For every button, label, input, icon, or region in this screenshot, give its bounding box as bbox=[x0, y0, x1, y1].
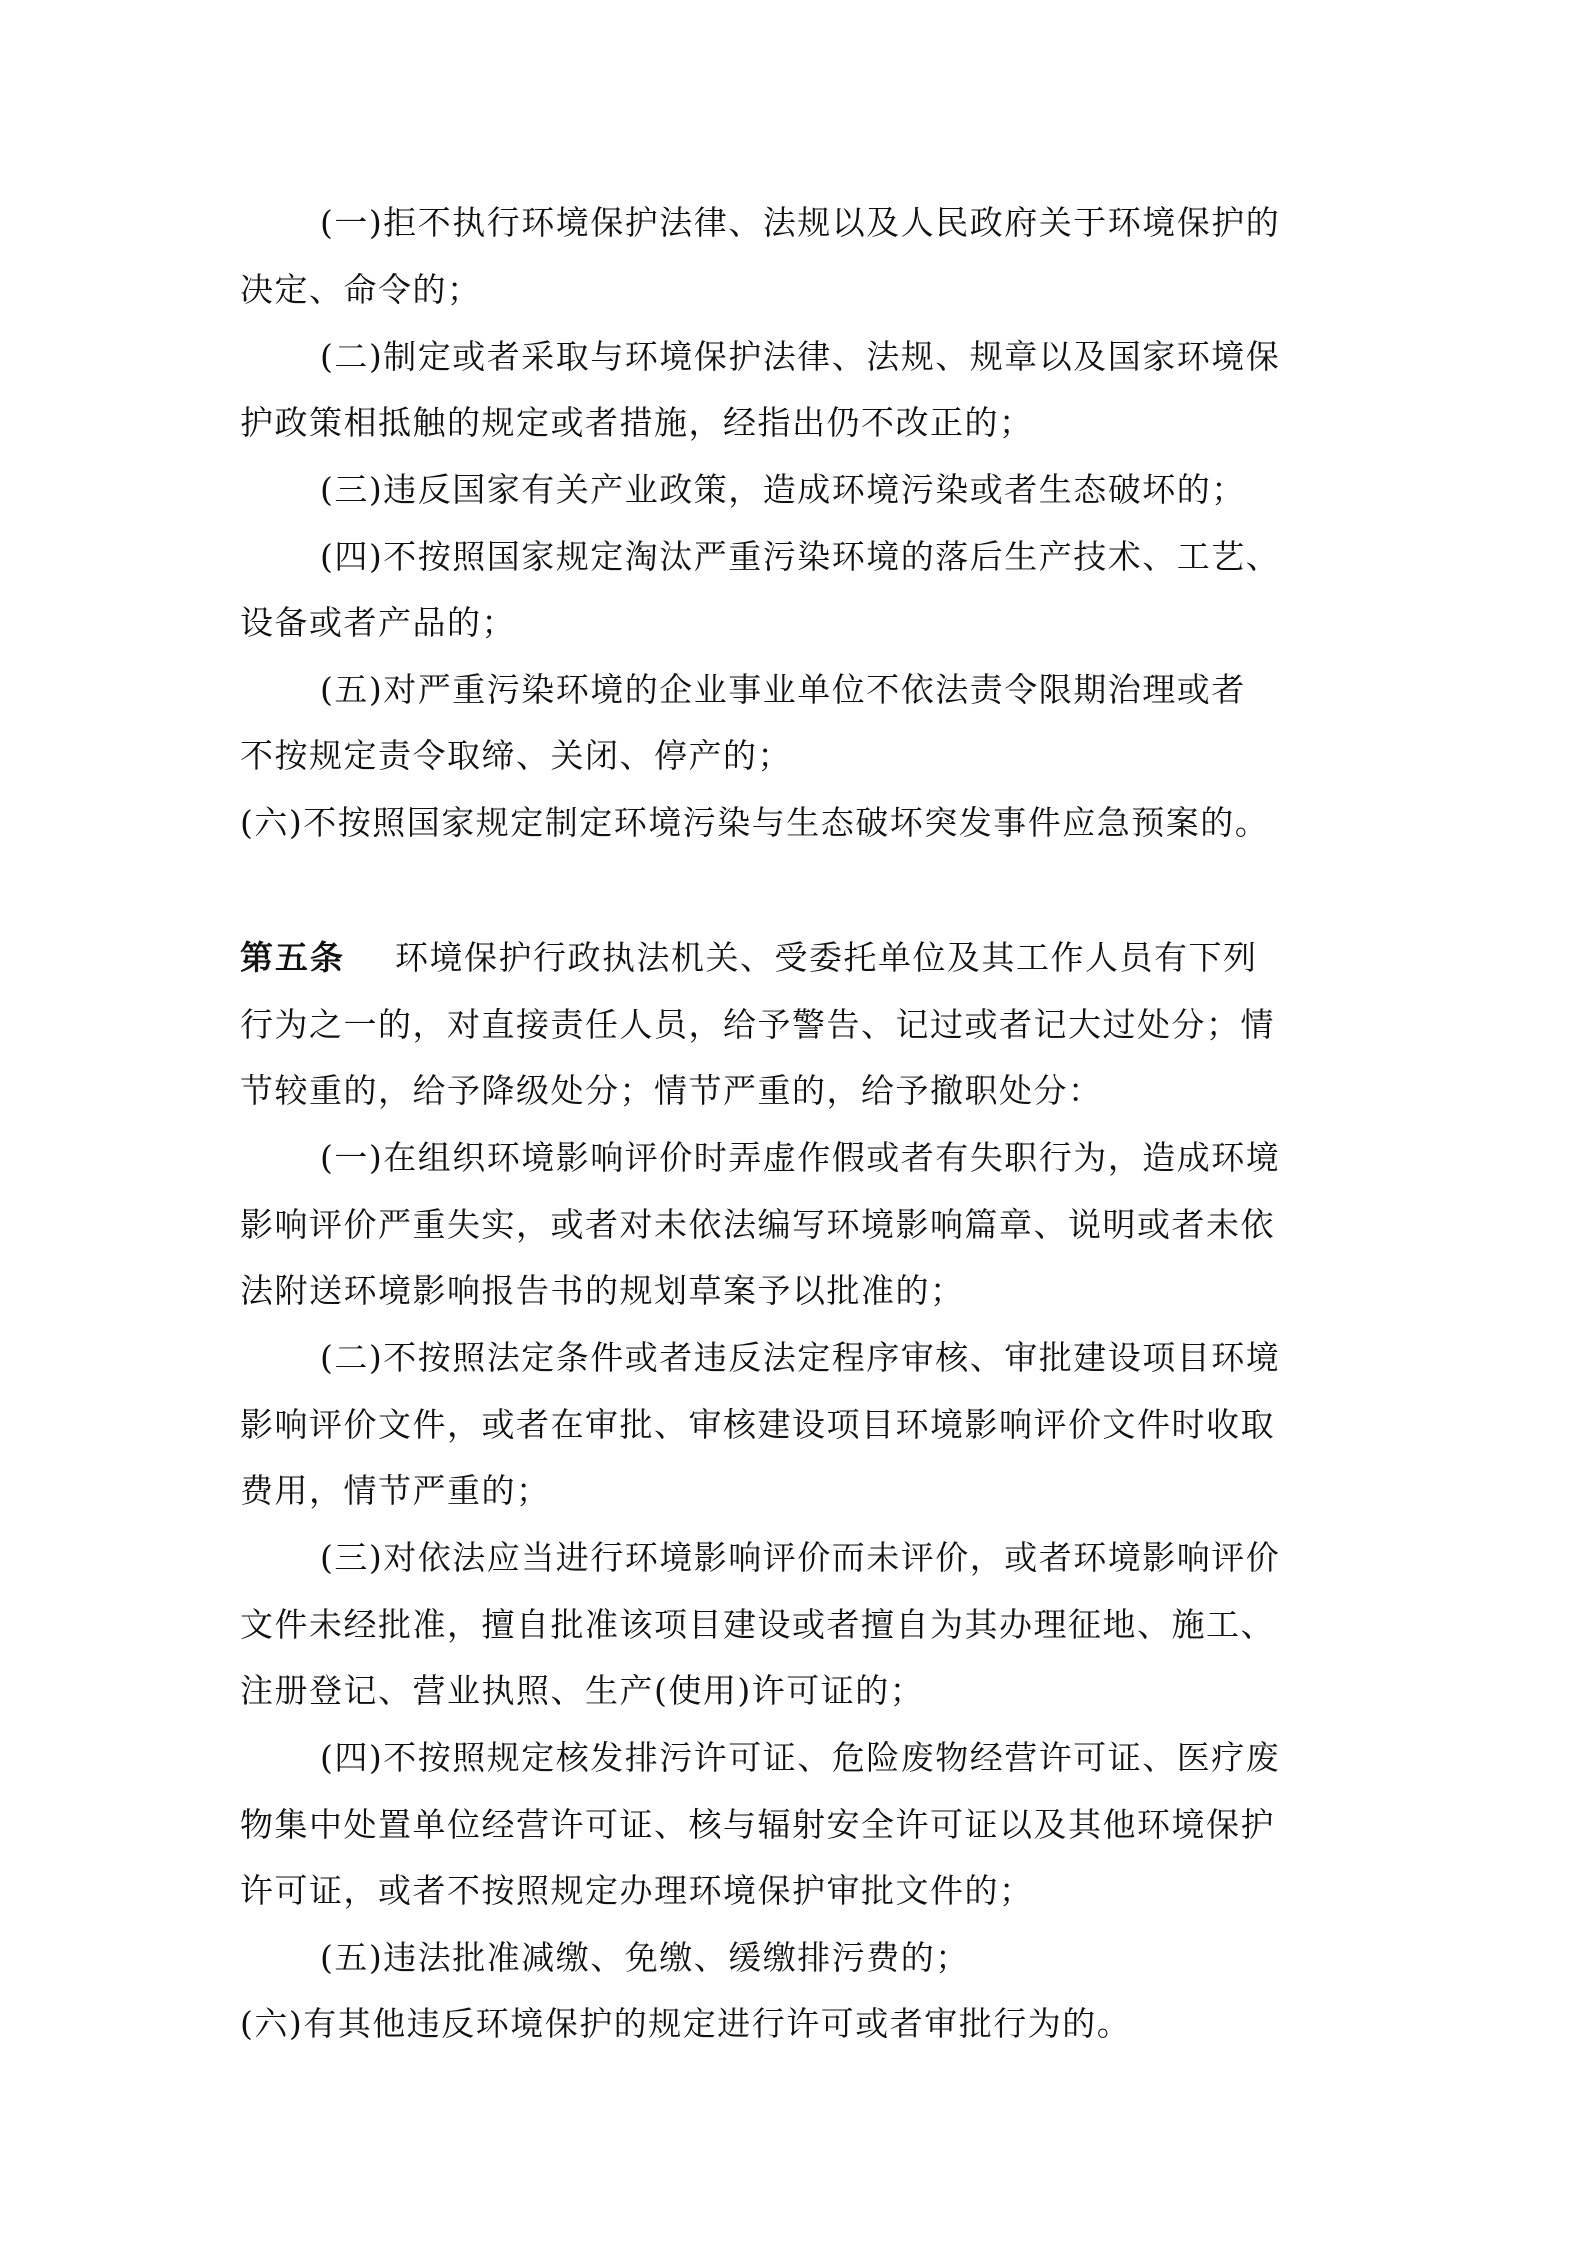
list-item-line: 注册登记、营业执照、生产(使用)许可证的； bbox=[240, 1671, 925, 1710]
list-item-line: 物集中处置单位经营许可证、核与辐射安全许可证以及其他环境保护 bbox=[240, 1805, 1275, 1844]
list-item-line: 文件未经批准，擅自批准该项目建设或者擅自为其办理征地、施工、 bbox=[240, 1605, 1275, 1644]
list-item-line: (二)不按照法定条件或者违反法定程序审核、审批建设项目环境 bbox=[320, 1338, 1281, 1377]
list-item-line: (六)不按照国家规定制定环境污染与生态破坏突发事件应急预案的。 bbox=[240, 803, 1270, 842]
list-item-line: (一)拒不执行环境保护法律、法规以及人民政府关于环境保护的 bbox=[320, 203, 1281, 242]
list-item-line: 护政策相抵触的规定或者措施，经指出仍不改正的； bbox=[240, 403, 1034, 442]
list-item-line: (五)对严重污染环境的企业事业单位不依法责令限期治理或者 bbox=[320, 670, 1246, 709]
list-item-line: 影响评价文件，或者在审批、审核建设项目环境影响评价文件时收取 bbox=[240, 1405, 1275, 1444]
list-item-line: 影响评价严重失实，或者对未依法编写环境影响篇章、说明或者未依 bbox=[240, 1205, 1275, 1244]
list-item-line: (一)在组织环境影响评价时弄虚作假或者有失职行为，造成环境 bbox=[320, 1138, 1281, 1177]
list-item-line: 设备或者产品的； bbox=[240, 603, 516, 642]
list-item-line: 费用，情节严重的； bbox=[240, 1471, 551, 1510]
list-item-line: (六)有其他违反环境保护的规定进行许可或者审批行为的。 bbox=[240, 2004, 1132, 2043]
article-intro-text: 环境保护行政执法机关、受委托单位及其工作人员有下列 bbox=[395, 938, 1258, 977]
list-item-line: (四)不按照规定核发排污许可证、危险废物经营许可证、医疗废 bbox=[320, 1738, 1281, 1777]
list-item-line: (五)违法批准减缴、免缴、缓缴排污费的； bbox=[320, 1938, 970, 1977]
list-item-line: 决定、命令的； bbox=[240, 270, 482, 309]
list-item-line: 许可证，或者不按照规定办理环境保护审批文件的； bbox=[240, 1871, 1034, 1910]
article-intro-line: 行为之一的，对直接责任人员，给予警告、记过或者记大过处分；情 bbox=[240, 1005, 1275, 1044]
article-5-first-line bbox=[240, 933, 1258, 983]
article-intro-line: 节较重的，给予降级处分；情节严重的，给予撤职处分： bbox=[240, 1071, 1103, 1110]
list-item-line: (三)违反国家有关产业政策，造成环境污染或者生态破坏的； bbox=[320, 470, 1246, 509]
article-heading: 第五条 bbox=[240, 938, 345, 977]
list-item-line: 不按规定责令取缔、关闭、停产的； bbox=[240, 736, 792, 775]
list-item-line: (四)不按照国家规定淘汰严重污染环境的落后生产技术、工艺、 bbox=[320, 537, 1281, 576]
list-item-line: 法附送环境影响报告书的规划草案予以批准的； bbox=[240, 1271, 965, 1310]
list-item-line: (三)对依法应当进行环境影响评价而未评价，或者环境影响评价 bbox=[320, 1538, 1281, 1577]
list-item-line: (二)制定或者采取与环境保护法律、法规、规章以及国家环境保 bbox=[320, 337, 1281, 376]
